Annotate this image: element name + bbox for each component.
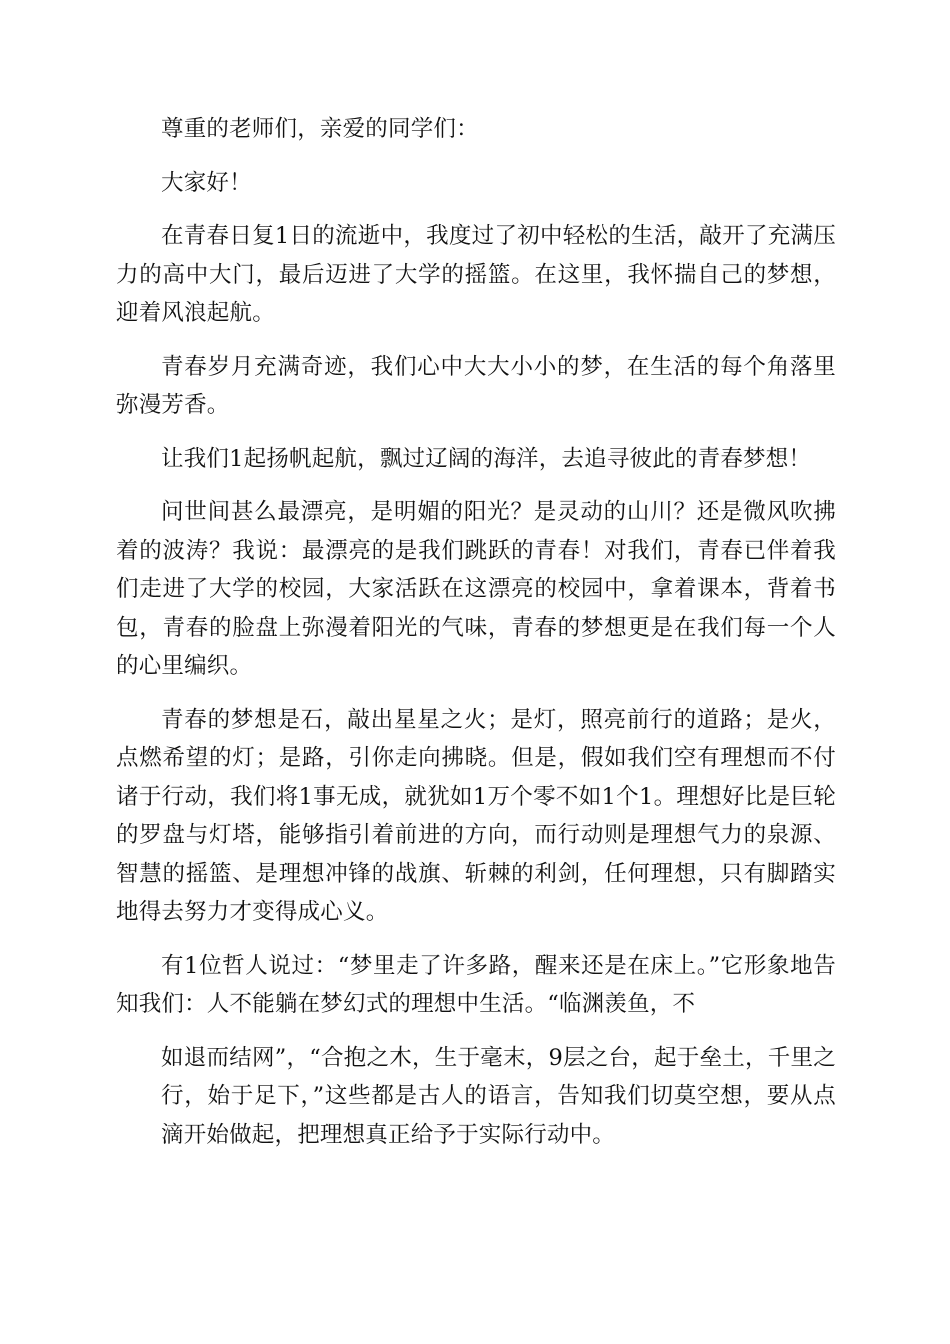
body-paragraph: 青春岁月充满奇迹，我们心中大大小小的梦，在生活的每个角落里弥漫芳香。 <box>116 353 836 418</box>
body-paragraph-continued: 如退而结网”，“合抱之木，生于毫末，9层之台，起于垒土，千里之行，始于足下，”这些都是古人的语言，告知我们切莫空想，要从点滴开始做起，把理想真正给予于实际行动中。 <box>161 1044 836 1148</box>
body-paragraph: 问世间甚么最漂亮，是明媚的阳光？是灵动的山川？还是微风吹拂着的波涛？我说：最漂亮的是我们跳跃的青春！对我们，青春已伴着我们走进了大学的校园，大家活跃在这漂亮的校园中，拿着课本，背着书包，青春的脸盘上弥漫着阳光的气味，青春的梦想更是在我们每一个人的心里编织。 <box>116 499 836 679</box>
body-paragraph: 青春的梦想是石，敲出星星之火；是灯，照亮前行的道路；是火，点燃希望的灯；是路，引你走向拂晓。但是，假如我们空有理想而不付诸于行动，我们将1事无成，就犹如1万个零不如1个1。理想好比是巨轮的罗盘与灯塔，能够指引着前进的方向，而行动则是理想气力的泉源、智慧的摇篮、是理想冲锋的战旗、斩棘的利剑，任何理想，只有脚踏实地得去努力才变得成心义。 <box>116 706 836 925</box>
document-body <box>116 110 836 1169</box>
body-paragraph: 有1位哲人说过：“梦里走了许多路，醒来还是在床上。”它形象地告知我们：人不能躺在梦幻式的理想中生活。“临渊羡鱼，不 <box>116 952 836 1017</box>
greeting-paragraph: 尊重的老师们，亲爱的同学们： <box>161 116 479 142</box>
hello-paragraph: 大家好！ <box>161 169 252 196</box>
body-paragraph: 让我们1起扬帆起航，飘过辽阔的海洋，去追寻彼此的青春梦想！ <box>161 445 812 472</box>
body-paragraph: 在青春日复1日的流逝中，我度过了初中轻松的生活，敲开了充满压力的高中大门，最后迈进了大学的摇篮。在这里，我怀揣自己的梦想，迎着风浪起航。 <box>116 223 836 326</box>
